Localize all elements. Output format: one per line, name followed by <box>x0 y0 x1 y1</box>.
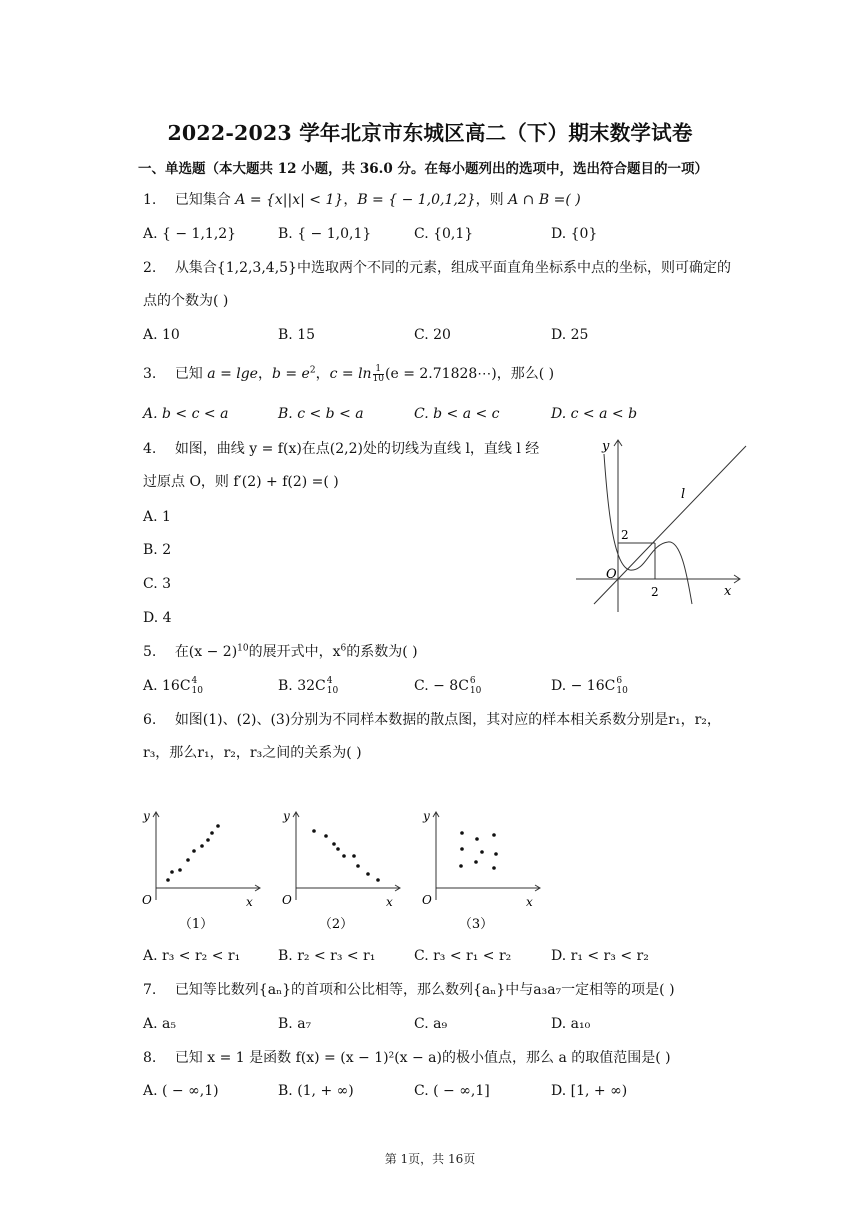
plot-1-y-label: y <box>143 809 150 823</box>
plot-2-origin: O <box>282 893 292 907</box>
option-a[interactable]: A. { − 1,1,2} <box>143 226 237 242</box>
question-text: 如图(1)、(2)、(3)分别为不同样本数据的散点图，其对应的样本相关系数分别是r₁，r₂， <box>174 712 721 728</box>
binomial-indices <box>192 676 203 696</box>
expression: A ∩ B =( ) <box>508 192 581 208</box>
question-number: 4. <box>143 441 157 457</box>
fraction-numerator: 1 <box>373 365 384 375</box>
plot-3-x-label: x <box>526 895 533 909</box>
binomial-indices <box>470 676 481 696</box>
binomial-indices <box>616 676 627 696</box>
page-title: 2022-2023 学年北京市东城区高二（下）期末数学试卷 <box>167 121 693 145</box>
exponent: 10 <box>237 643 249 654</box>
option-d[interactable]: D. {0} <box>551 226 598 242</box>
option-d[interactable]: D. c < a < b <box>551 406 638 422</box>
plot-3-y-label: y <box>423 809 430 823</box>
option-c[interactable]: C. a₉ <box>414 1016 448 1032</box>
binomial-lower: 10 <box>469 686 482 696</box>
question-4 <box>143 439 539 459</box>
question-text: 已知集合 <box>174 192 236 208</box>
set-b: B = { − 1,0,1,2} <box>357 192 476 208</box>
option-label: D. − 16C <box>551 678 616 694</box>
question-text: 已知 <box>174 366 208 382</box>
question-text: 在(x − 2) <box>174 644 238 660</box>
binomial-upper: 4 <box>191 676 198 686</box>
option-c[interactable]: C. 20 <box>414 327 451 343</box>
plot-3-origin: O <box>422 893 432 907</box>
page-footer: 第 1页，共 16页 <box>384 1152 476 1166</box>
question-7 <box>143 980 675 1000</box>
question-6-line-2: r₃，那么r₁，r₂，r₃之间的关系为( ) <box>143 745 362 761</box>
b-definition: b = e <box>271 366 310 382</box>
option-label: C. − 8C <box>414 678 469 694</box>
option-a[interactable]: A. a₅ <box>143 1016 176 1032</box>
a-definition: a = lge <box>207 366 258 382</box>
option-label: A. 16C <box>143 678 191 694</box>
option-d[interactable] <box>551 676 628 696</box>
question-text-tail: 的系数为( ) <box>346 644 418 660</box>
plot-2-caption: （2） <box>318 917 354 932</box>
question-text: 已知等比数列{aₙ}的首项和公比相等，那么数列{aₙ}中与a₃a₇一定相等的项是( ) <box>174 982 675 998</box>
tangent-line-l <box>594 446 746 604</box>
option-a[interactable]: A. r₃ < r₂ < r₁ <box>143 948 241 964</box>
question-number: 5. <box>143 644 157 660</box>
plot-2-x-label: x <box>386 895 393 909</box>
question-2-line-2: 点的个数为( ) <box>143 293 229 309</box>
y-tick-2: 2 <box>621 528 629 542</box>
binomial-indices <box>327 676 338 696</box>
plot-1-caption: （1） <box>178 917 214 932</box>
plot-1-origin: O <box>142 893 152 907</box>
exponent-2: 6 <box>340 643 347 654</box>
option-c[interactable]: C. r₃ < r₁ < r₂ <box>414 948 512 964</box>
question-text: 如图，曲线 y = f(x)在点(2,2)处的切线为直线 l，直线 l 经 <box>174 441 540 457</box>
question-text-tail: ，则 <box>475 192 509 208</box>
fraction-denominator: 10 <box>372 373 385 384</box>
binomial-lower: 10 <box>326 686 339 696</box>
option-b[interactable]: B. a₇ <box>278 1016 312 1032</box>
option-b[interactable]: B. 15 <box>278 327 316 343</box>
question-1 <box>143 190 581 210</box>
option-a[interactable] <box>143 676 203 696</box>
question-text-tail: (e = 2.71828⋯)，那么( ) <box>385 366 555 382</box>
binomial-upper: 6 <box>469 676 476 686</box>
option-d[interactable]: D. [1, + ∞) <box>551 1083 628 1099</box>
question-number: 1. <box>143 192 157 208</box>
option-a[interactable]: A. ( − ∞,1) <box>143 1083 219 1099</box>
curve-f <box>604 454 692 604</box>
question-number: 7. <box>143 982 157 998</box>
option-label: B. 32C <box>278 678 326 694</box>
x-axis-label: x <box>724 584 732 599</box>
option-b[interactable] <box>278 676 338 696</box>
option-c[interactable] <box>414 676 481 696</box>
binomial-lower: 10 <box>616 686 628 696</box>
option-a[interactable]: A. 1 <box>143 509 171 525</box>
question-number: 3. <box>143 366 157 382</box>
c-definition: c = ln <box>329 366 372 382</box>
question-number: 2. <box>143 260 157 276</box>
option-b[interactable]: B. { − 1,0,1} <box>278 226 372 242</box>
option-c[interactable]: C. 3 <box>143 576 172 592</box>
set-a: A = {x||x| < 1} <box>235 192 344 208</box>
option-c[interactable]: C. b < a < c <box>414 406 500 422</box>
section-heading: 一、单选题（本大题共 12 小题，共 36.0 分。在每小题列出的选项中，选出符合题目的一项） <box>138 161 708 177</box>
plot-3-caption: （3） <box>458 917 494 932</box>
y-axis-label: y <box>602 439 610 454</box>
question-text: 从集合{1,2,3,4,5}中选取两个不同的元素，组成平面直角坐标系中点的坐标，则可确定的 <box>174 260 731 276</box>
question-6 <box>143 710 721 730</box>
scatter-plots <box>138 800 548 936</box>
question-4-line-2: 过原点 O，则 f′(2) + f(2) =( ) <box>143 474 339 490</box>
question-8 <box>143 1048 671 1068</box>
option-d[interactable]: D. 4 <box>143 610 172 626</box>
binomial-upper: 4 <box>326 676 333 686</box>
option-b[interactable]: B. c < b < a <box>278 406 364 422</box>
question-2 <box>143 258 731 278</box>
option-d[interactable]: D. r₁ < r₃ < r₂ <box>551 948 649 964</box>
option-d[interactable]: D. 25 <box>551 327 589 343</box>
fraction <box>373 365 384 384</box>
x-tick-2: 2 <box>651 585 659 599</box>
question-3: 3. 已知 a = lge，$b = e^2$，c = ln $\frac{1}{10}$ (e = 2.71828⋯)，那么( ) <box>143 363 555 384</box>
question-text-middle: 的展开式中，x <box>248 644 341 660</box>
question-5 <box>143 642 418 662</box>
tangent-line-graph <box>568 432 752 614</box>
option-b[interactable]: B. 2 <box>143 542 172 558</box>
plot-1-x-label: x <box>246 895 253 909</box>
question-number: 6. <box>143 712 157 728</box>
option-b[interactable]: B. (1, + ∞) <box>278 1083 354 1099</box>
b-exponent: 2 <box>309 365 316 376</box>
option-a[interactable]: A. 10 <box>143 327 180 343</box>
question-number: 8. <box>143 1050 157 1066</box>
line-l-label: l <box>681 487 686 502</box>
option-d[interactable]: D. a₁₀ <box>551 1016 591 1032</box>
option-c[interactable]: C. ( − ∞,1] <box>414 1083 490 1099</box>
option-c[interactable]: C. {0,1} <box>414 226 474 242</box>
origin-label: O <box>606 567 617 582</box>
plot-2-y-label: y <box>283 809 290 823</box>
question-text: 已知 x = 1 是函数 f(x) = (x − 1)²(x − a)的极小值点，那么 a 的取值范围是( ) <box>174 1050 671 1066</box>
separator: ， <box>343 192 358 208</box>
binomial-lower: 10 <box>191 686 203 696</box>
binomial-upper: 6 <box>616 676 623 686</box>
option-b[interactable]: B. r₂ < r₃ < r₁ <box>278 948 376 964</box>
option-a[interactable]: A. b < c < a <box>143 406 229 422</box>
